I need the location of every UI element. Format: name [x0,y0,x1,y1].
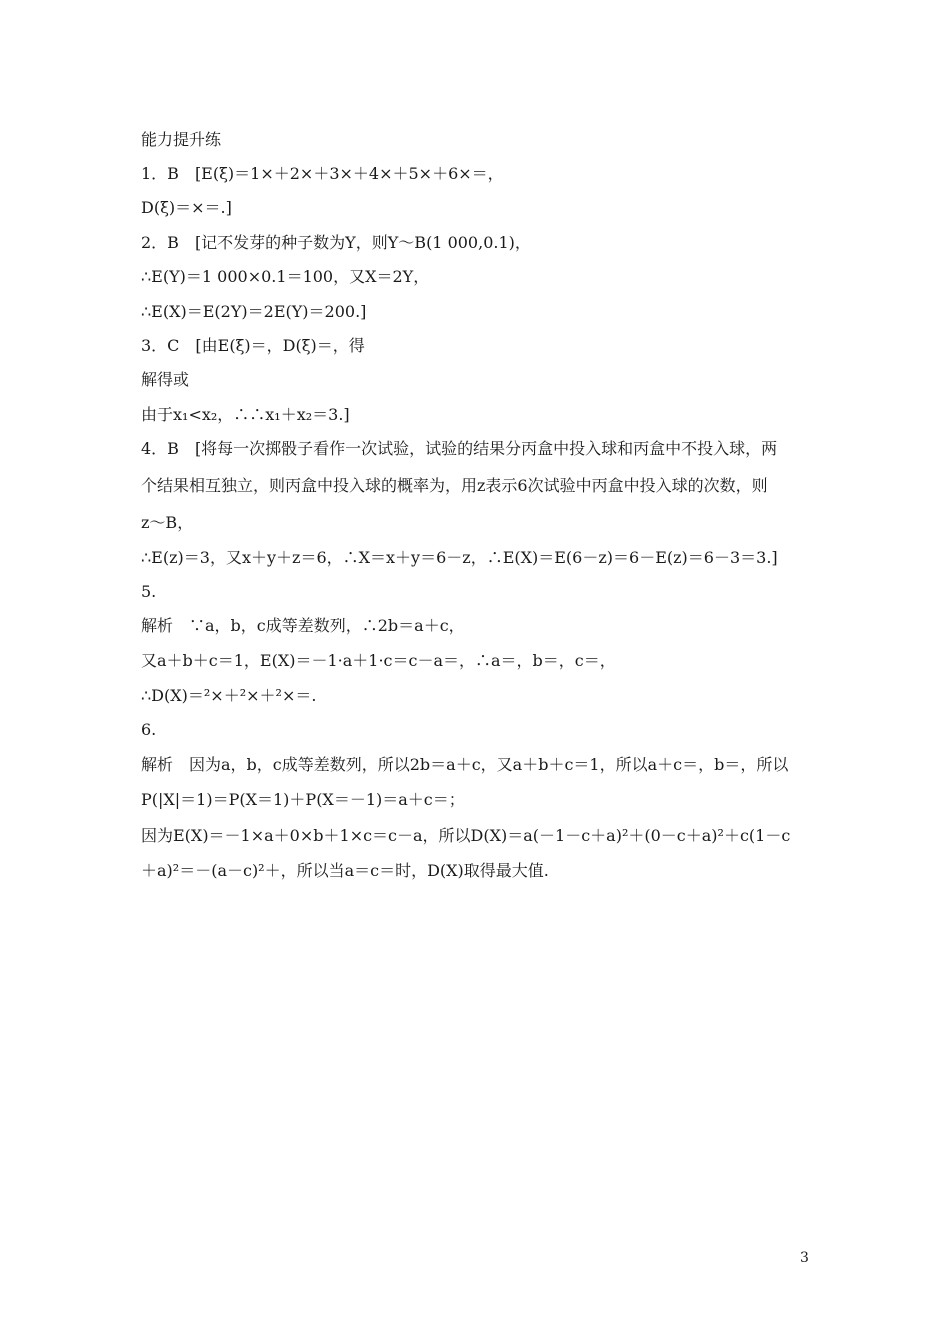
answer-2-line-1: 2．B [记不发芽的种子数为Y，则Y～B(1 000,0.1)， [141,233,531,252]
answer-1-line-2: D(ξ)＝×＝.] [141,198,232,217]
answer-4-line-2: 个结果相互独立，则丙盒中投入球的概率为，用z表示6次试验中丙盒中投入球的次数，则 [141,476,768,495]
answer-6-line-1: 解析 因为a，b，c成等差数列，所以2b＝a＋c，又a＋b＋c＝1，所以a＋c＝，b＝，所以 [141,755,789,774]
page-number: 3 [800,1250,809,1266]
answer-4-line-4: ∴E(z)＝3，又x＋y＋z＝6，∴X＝x＋y＝6－z，∴E(X)＝E(6－z)＝6－E(z)＝6－3＝3.] [141,548,778,567]
section-title: 能力提升练 [141,130,222,149]
answer-5-number: 5. [141,582,157,601]
answer-3-line-3: 由于x₁<x₂，∴∴x₁＋x₂＝3.] [141,405,350,424]
answer-3-line-1: 3．C [由E(ξ)＝，D(ξ)＝，得 [141,336,365,355]
answer-6-number: 6. [141,720,157,739]
answer-4-line-1: 4．B [将每一次掷骰子看作一次试验，试验的结果分丙盒中投入球和丙盒中不投入球，两 [141,439,778,458]
answer-6-line-4: ＋a)²＝－(a－c)²＋，所以当a＝c＝时，D(X)取得最大值. [141,861,549,880]
answer-5-line-1: 解析 ∵a，b，c成等差数列，∴2b＝a＋c， [141,616,465,635]
answer-6-line-3: 因为E(X)＝－1×a＋0×b＋1×c＝c－a，所以D(X)＝a(－1－c＋a)²＋(0－c＋a)²＋c(1－c [141,826,791,845]
answer-3-line-2: 解得或 [141,370,190,389]
answer-5-line-2: 又a＋b＋c＝1，E(X)＝－1·a＋1·c＝c－a＝，∴a＝，b＝，c＝， [141,651,616,670]
answer-1-line-1: 1．B [E(ξ)＝1×＋2×＋3×＋4×＋5×＋6×＝， [141,164,504,183]
answer-2-line-3: ∴E(X)＝E(2Y)＝2E(Y)＝200.] [141,302,367,321]
answer-6-line-2: P(|X|＝1)＝P(X＝1)＋P(X＝－1)＝a＋c＝； [141,790,465,809]
answer-4-line-3: z～B， [141,513,194,532]
answer-5-line-3: ∴D(X)＝²×＋²×＋²×＝. [141,686,317,705]
answer-2-line-2: ∴E(Y)＝1 000×0.1＝100，又X＝2Y， [141,267,430,286]
